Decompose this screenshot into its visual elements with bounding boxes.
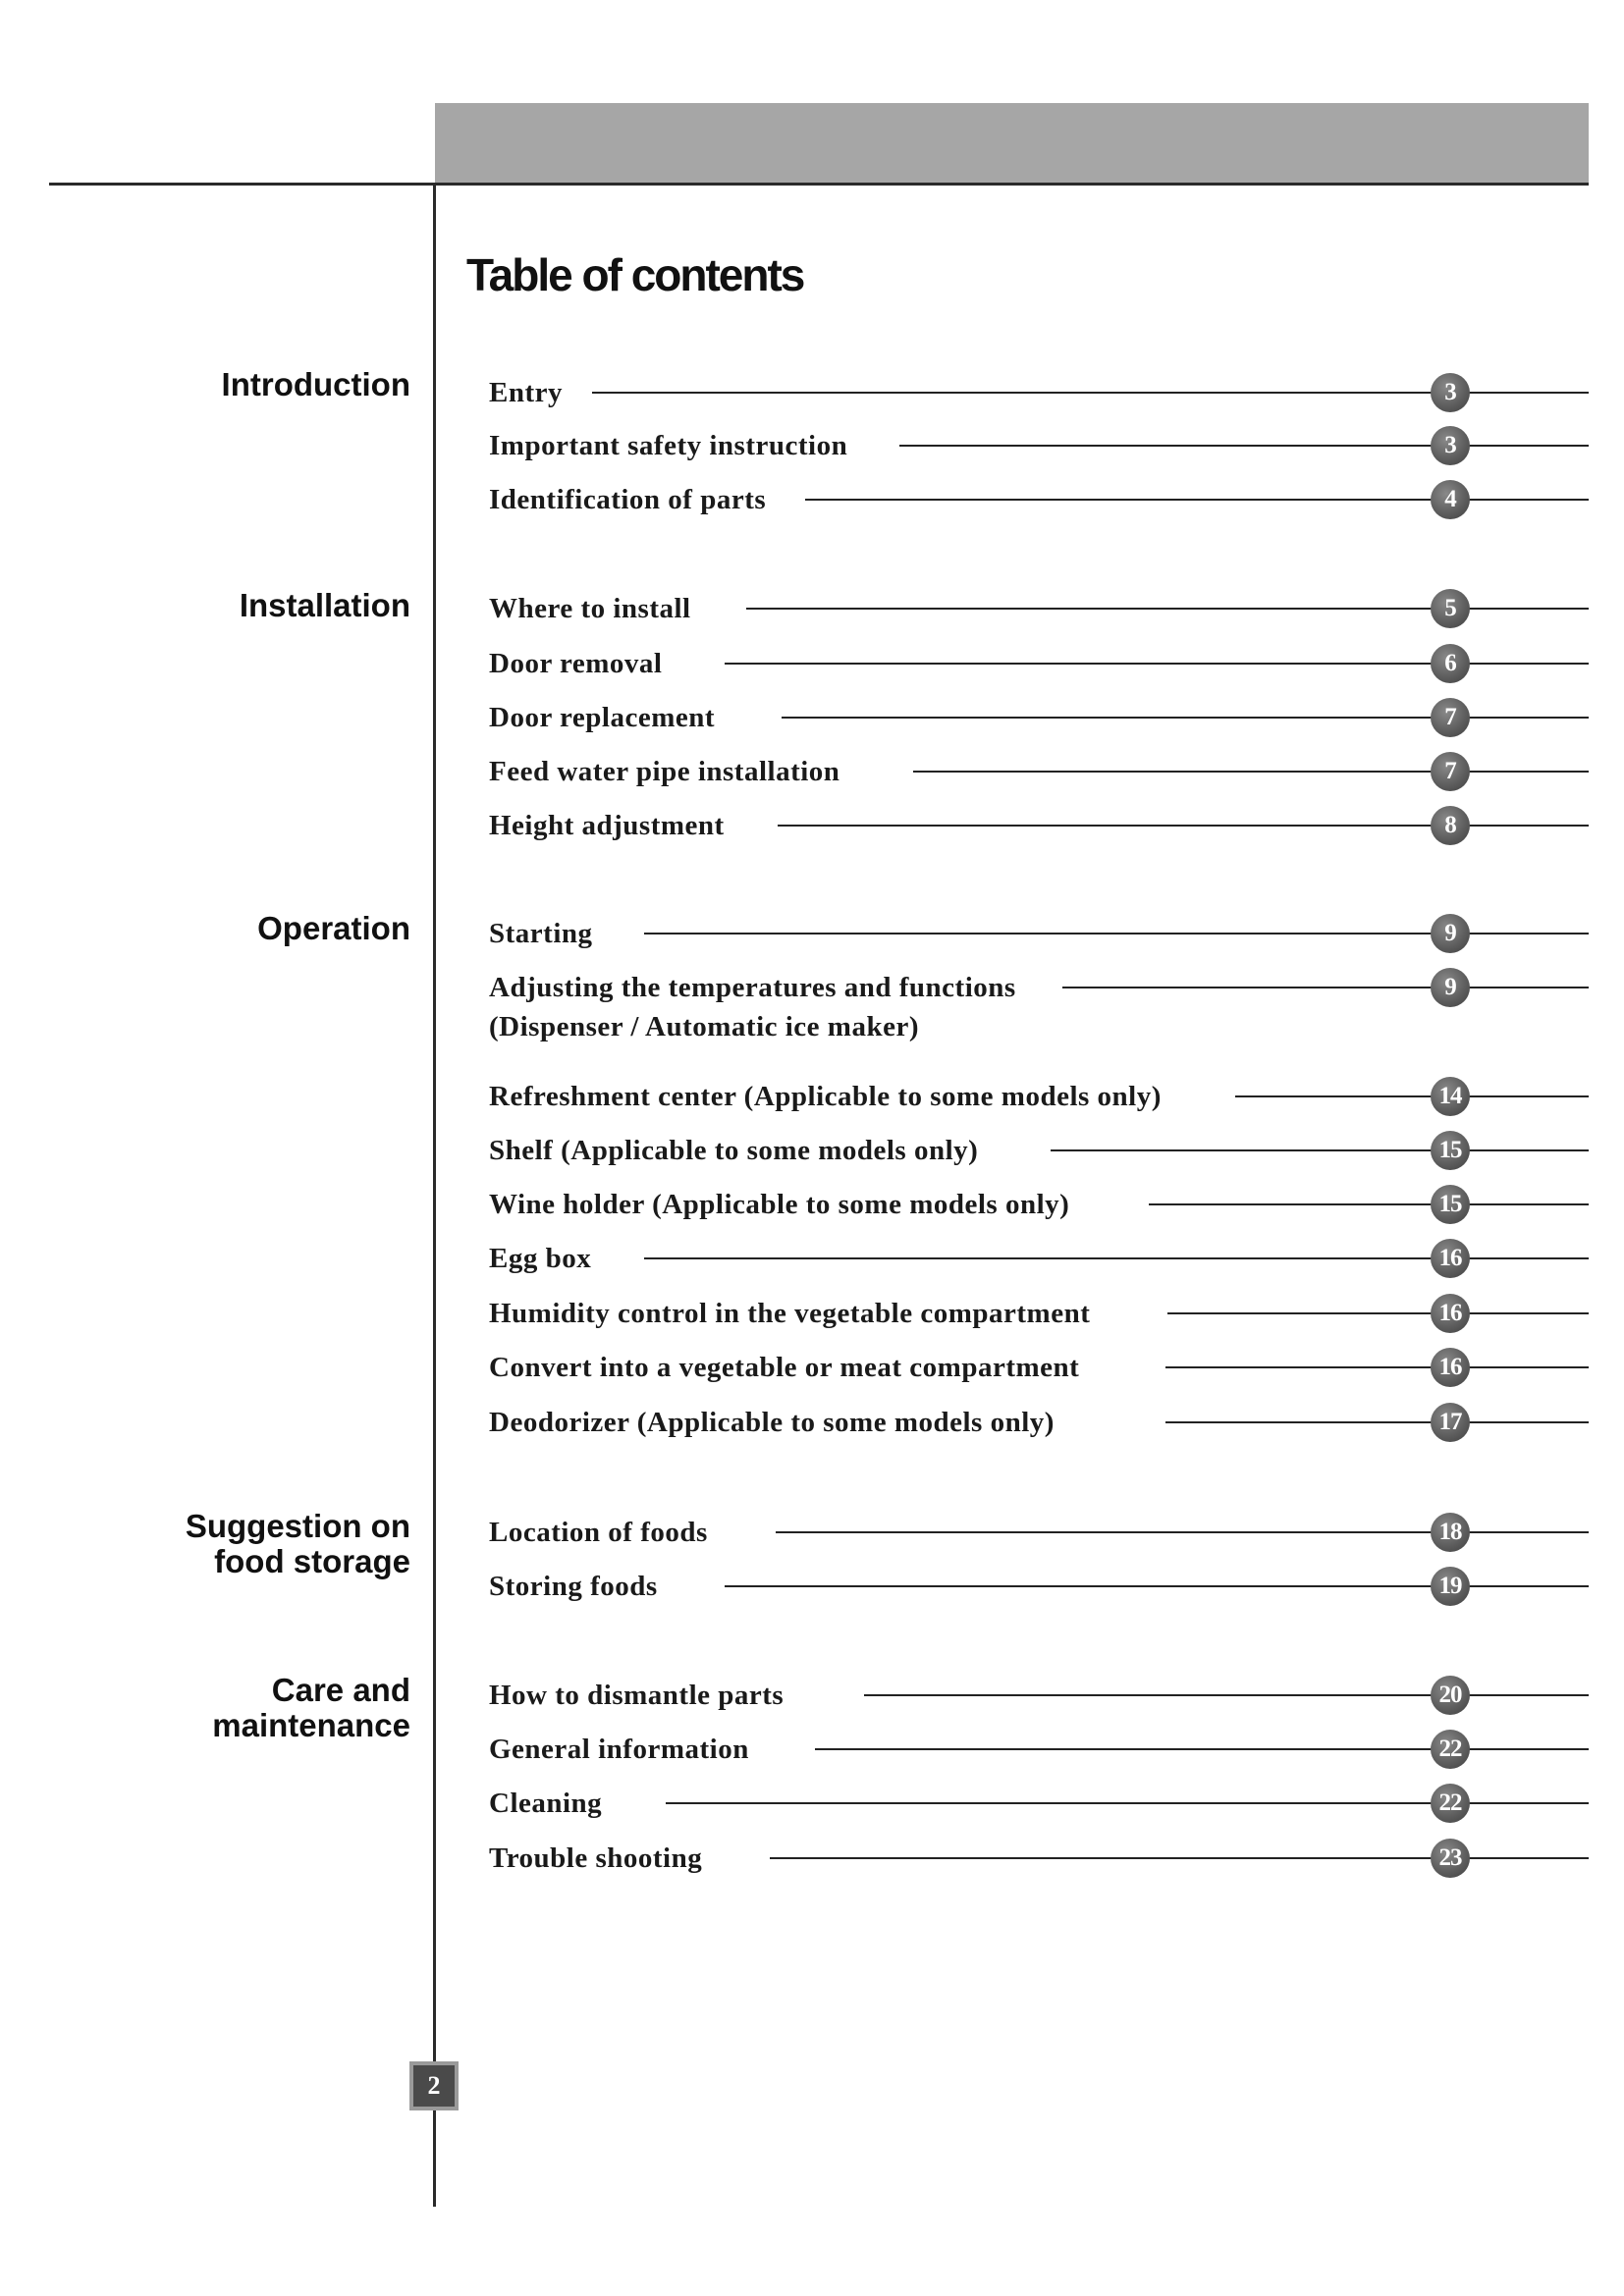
page-badge: 7: [1431, 698, 1470, 737]
vertical-rule: [433, 183, 436, 2207]
toc-entry-label: Wine holder (Applicable to some models only): [489, 1189, 1070, 1220]
toc-entry-label: Refreshment center (Applicable to some models only): [489, 1081, 1162, 1112]
toc-entry-convert-compartment[interactable]: [489, 1348, 1589, 1397]
section-heading-operation: [257, 911, 410, 946]
section-heading-line: Operation: [257, 910, 410, 946]
page-badge: 6: [1431, 644, 1470, 683]
toc-entry-door-replacement[interactable]: [489, 698, 1589, 747]
page-badge: 15: [1431, 1185, 1470, 1224]
section-heading-line: food storage: [214, 1543, 410, 1579]
toc-entry-humidity-control[interactable]: [489, 1294, 1589, 1343]
section-heading-introduction: [222, 367, 410, 402]
page-number: 2: [409, 2061, 459, 2110]
toc-entry-location-of-foods[interactable]: [489, 1513, 1589, 1562]
toc-entry-label: Location of foods: [489, 1517, 708, 1548]
page-badge: 22: [1431, 1730, 1470, 1769]
toc-entry-trouble-shooting[interactable]: [489, 1839, 1589, 1888]
toc-entry-label: Height adjustment: [489, 810, 725, 841]
section-heading-line: Care and: [271, 1672, 410, 1708]
toc-entry-identification[interactable]: [489, 480, 1589, 529]
toc-entry-label: Starting: [489, 918, 593, 949]
toc-entry-adjusting-temperatures[interactable]: [489, 968, 1589, 1056]
page-title: Table of contents: [466, 249, 804, 300]
page-badge: 20: [1431, 1676, 1470, 1715]
page-badge: 16: [1431, 1294, 1470, 1333]
leader-line: [805, 499, 1589, 501]
toc-entry-label: Trouble shooting: [489, 1842, 703, 1874]
page-badge: 9: [1431, 914, 1470, 953]
section-heading-installation: [240, 588, 410, 623]
leader-line: [913, 771, 1589, 773]
toc-entry-safety[interactable]: [489, 426, 1589, 475]
toc-entry-deodorizer[interactable]: [489, 1403, 1589, 1452]
page-badge: 16: [1431, 1239, 1470, 1278]
toc-entry-label: Identification of parts: [489, 484, 767, 515]
toc-entry-label: Feed water pipe installation: [489, 756, 840, 787]
page-badge: 17: [1431, 1403, 1470, 1442]
leader-line: [815, 1748, 1589, 1750]
section-heading-food-storage: [186, 1509, 410, 1579]
toc-entry-label: General information: [489, 1734, 749, 1765]
page-badge: 7: [1431, 752, 1470, 791]
toc-entry-label: Deodorizer (Applicable to some models only): [489, 1407, 1055, 1438]
toc-entry-shelf[interactable]: [489, 1131, 1589, 1180]
page-badge: 19: [1431, 1567, 1470, 1606]
page-badge: 3: [1431, 426, 1470, 465]
toc-entry-label: Humidity control in the vegetable compartment: [489, 1298, 1091, 1329]
toc-entry-dismantle-parts[interactable]: [489, 1676, 1589, 1725]
toc-entry-feed-water-pipe[interactable]: [489, 752, 1589, 801]
section-heading-care: [212, 1673, 410, 1743]
toc-entry-storing-foods[interactable]: [489, 1567, 1589, 1616]
page-badge: 4: [1431, 480, 1470, 519]
toc-entry-label: Shelf (Applicable to some models only): [489, 1135, 979, 1166]
toc-entry-starting[interactable]: [489, 914, 1589, 963]
section-heading-line: Introduction: [221, 366, 410, 402]
leader-line: [1165, 1421, 1589, 1423]
toc-entry-wine-holder[interactable]: [489, 1185, 1589, 1234]
leader-line: [1235, 1095, 1589, 1097]
section-heading-line: Installation: [239, 587, 410, 623]
toc-entry-egg-box[interactable]: [489, 1239, 1589, 1288]
toc-entry-label: Important safety instruction: [489, 430, 848, 461]
section-heading-line: Suggestion on: [185, 1508, 410, 1544]
page-badge: 5: [1431, 589, 1470, 628]
toc-entry-label: Entry: [489, 377, 563, 408]
toc-entry-label: Door removal: [489, 648, 663, 679]
toc-entry-general-information[interactable]: [489, 1730, 1589, 1779]
page-badge: 23: [1431, 1839, 1470, 1878]
page-badge: 14: [1431, 1077, 1470, 1116]
leader-line: [1051, 1149, 1589, 1151]
page-badge: 16: [1431, 1348, 1470, 1387]
toc-entry-cleaning[interactable]: [489, 1784, 1589, 1833]
toc-entry-height-adjustment[interactable]: [489, 806, 1589, 855]
toc-entry-label: Where to install: [489, 593, 691, 624]
page-badge: 8: [1431, 806, 1470, 845]
page-badge: 3: [1431, 373, 1470, 412]
page-badge: 22: [1431, 1784, 1470, 1823]
leader-line: [899, 445, 1589, 447]
page-badge: 18: [1431, 1513, 1470, 1552]
toc-entry-label: Cleaning: [489, 1788, 603, 1819]
toc-entry-entry[interactable]: [489, 373, 1589, 422]
toc-entry-label: Door replacement: [489, 702, 716, 733]
toc-entry-sublabel: (Dispenser / Automatic ice maker): [489, 1011, 919, 1042]
page-badge: 9: [1431, 968, 1470, 1007]
toc-entry-label: How to dismantle parts: [489, 1680, 785, 1711]
toc-entry-door-removal[interactable]: [489, 644, 1589, 693]
toc-entry-label: Convert into a vegetable or meat compartment: [489, 1352, 1080, 1383]
toc-entry-label: Egg box: [489, 1243, 592, 1274]
section-heading-line: maintenance: [212, 1707, 410, 1743]
leader-line: [1149, 1203, 1589, 1205]
toc-entry-refreshment-center[interactable]: [489, 1077, 1589, 1126]
header-rule: [49, 183, 1589, 186]
toc-entry-label: Storing foods: [489, 1571, 658, 1602]
leader-line: [1165, 1366, 1589, 1368]
leader-line: [864, 1694, 1589, 1696]
page-badge: 15: [1431, 1131, 1470, 1170]
toc-entry-label: Adjusting the temperatures and functions: [489, 972, 1016, 1003]
leader-line: [1167, 1312, 1589, 1314]
toc-entry-where-to-install[interactable]: [489, 589, 1589, 638]
leader-line: [1062, 987, 1589, 988]
header-band: [435, 103, 1589, 184]
